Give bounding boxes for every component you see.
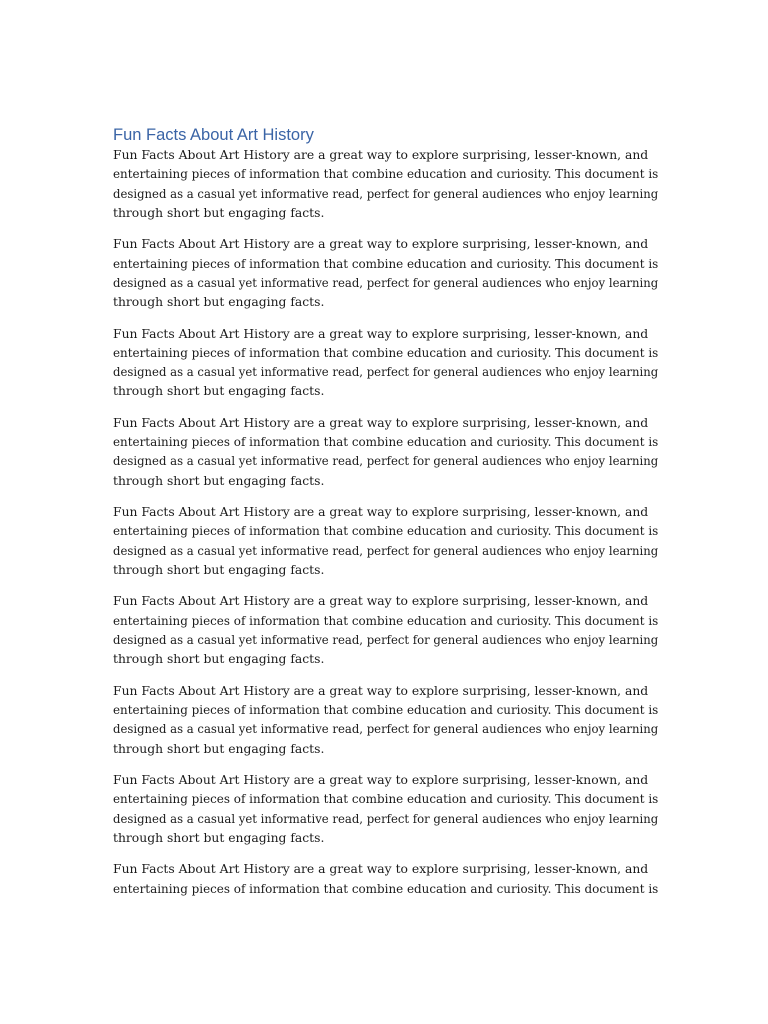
paragraph-line: entertaining pieces of information that combine education and curiosity. This document is (113, 256, 659, 271)
paragraph-line: Fun Facts About Art History are a great way to explore surprising, lesser-known, and (113, 148, 649, 162)
paragraph-line: Fun Facts About Art History are a great way to explore surprising, lesser-known, and (113, 594, 649, 609)
paragraph-line: through short but engaging facts. (113, 563, 325, 578)
paragraph (113, 414, 658, 491)
paragraph (113, 771, 658, 848)
paragraph-line: through short but engaging facts. (113, 205, 325, 220)
paragraph-line: entertaining pieces of information that combine education and curiosity. This document is (113, 435, 659, 450)
paragraph-line: designed as a casual yet informative read, perfect for general audiences who enjoy learning (113, 454, 659, 469)
paragraph-line: Fun Facts About Art History are a great way to explore surprising, lesser-known, and (113, 772, 649, 787)
paragraph-list (113, 146, 658, 899)
paragraph-line: entertaining pieces of information that combine education and curiosity. This document is (113, 345, 659, 360)
paragraph-line: entertaining pieces of information that combine education and curiosity. This document is (113, 792, 659, 807)
paragraph-line: designed as a casual yet informative read, perfect for general audiences who enjoy learning (113, 722, 659, 737)
paragraph (113, 325, 658, 402)
paragraph-line: designed as a casual yet informative read, perfect for general audiences who enjoy learning (113, 811, 659, 826)
paragraph-line: designed as a casual yet informative read, perfect for general audiences who enjoy learning (113, 186, 659, 201)
paragraph (113, 146, 658, 223)
paragraph-line: through short but engaging facts. (113, 384, 325, 399)
paragraph-line: through short but engaging facts. (113, 741, 325, 756)
paragraph-line: entertaining pieces of information that combine education and curiosity. This document is (113, 613, 659, 628)
paragraph-line: entertaining pieces of information that combine education and curiosity. This document is (113, 881, 659, 896)
paragraph-line: Fun Facts About Art History are a great way to explore surprising, lesser-known, and (113, 683, 649, 698)
paragraph-line: entertaining pieces of information that combine education and curiosity. This document is (113, 702, 659, 717)
paragraph-line: Fun Facts About Art History are a great way to explore surprising, lesser-known, and (113, 862, 649, 877)
paragraph (113, 592, 658, 669)
paragraph-line: entertaining pieces of information that combine education and curiosity. This document is (113, 524, 659, 539)
document-title: Fun Facts About Art History (113, 126, 314, 144)
paragraph-line: Fun Facts About Art History are a great way to explore surprising, lesser-known, and (113, 237, 649, 252)
paragraph (113, 860, 658, 899)
paragraph-line: entertaining pieces of information that combine education and curiosity. This document is (113, 167, 659, 182)
paragraph (113, 682, 658, 759)
document-body (113, 124, 658, 911)
paragraph-line: Fun Facts About Art History are a great way to explore surprising, lesser-known, and (113, 326, 649, 341)
paragraph-line: designed as a casual yet informative read, perfect for general audiences who enjoy learning (113, 543, 659, 558)
paragraph-line: Fun Facts About Art History are a great way to explore surprising, lesser-known, and (113, 415, 649, 430)
paragraph-line: designed as a casual yet informative read, perfect for general audiences who enjoy learning (113, 633, 659, 647)
paragraph-line: through short but engaging facts. (113, 652, 325, 667)
paragraph-line: through short but engaging facts. (113, 295, 325, 310)
paragraph (113, 235, 658, 312)
paragraph-line: designed as a casual yet informative read, perfect for general audiences who enjoy learning (113, 365, 659, 380)
paragraph-line: Fun Facts About Art History are a great way to explore surprising, lesser-known, and (113, 505, 649, 520)
paragraph-line: through short but engaging facts. (113, 830, 325, 845)
paragraph-line: through short but engaging facts. (113, 473, 325, 488)
paragraph (113, 503, 658, 580)
paragraph-line: designed as a casual yet informative read, perfect for general audiences who enjoy learning (113, 275, 659, 290)
